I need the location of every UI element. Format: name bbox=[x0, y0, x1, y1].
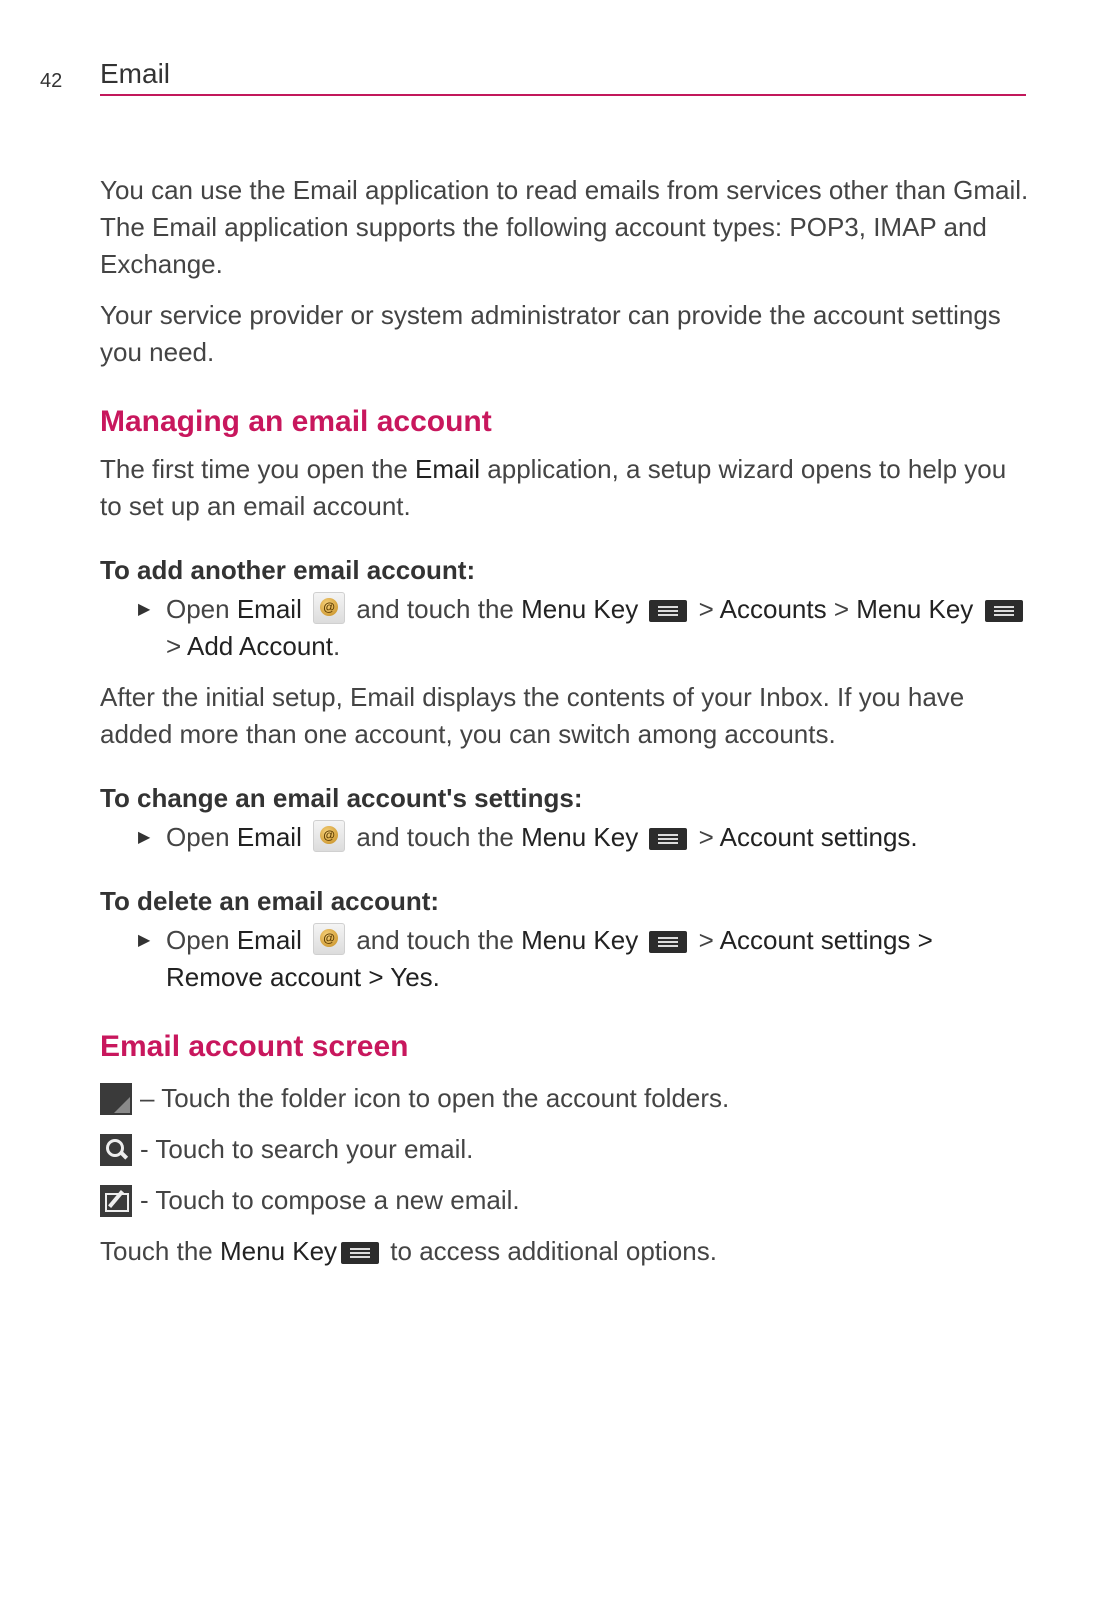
menu-key-icon bbox=[649, 600, 687, 622]
add-account-term: Add Account bbox=[186, 631, 333, 661]
legend-search-text: - Touch to search your email. bbox=[140, 1134, 474, 1164]
legend-search bbox=[100, 1131, 1030, 1168]
section-heading-managing: Managing an email account bbox=[100, 405, 492, 438]
menu-key-term: Menu Key bbox=[521, 594, 639, 624]
after-setup-paragraph: After the initial setup, Email displays the contents of your Inbox. If you have added more than one account, you can switch among accounts. bbox=[100, 682, 965, 749]
email-app-icon: @ bbox=[313, 820, 345, 852]
menu-key-term: Menu Key bbox=[856, 594, 974, 624]
compose-icon bbox=[100, 1185, 132, 1217]
email-app-icon: @ bbox=[313, 592, 345, 624]
step-change-settings bbox=[100, 819, 1030, 856]
email-app-icon: @ bbox=[313, 923, 345, 955]
email-term: Email bbox=[236, 925, 302, 955]
email-term: Email bbox=[236, 594, 302, 624]
delete-path-term: Account settings > Remove account > Yes. bbox=[166, 925, 933, 992]
menu-key-term: Menu Key bbox=[521, 822, 639, 852]
text-run: Open bbox=[166, 925, 237, 955]
text-run: > bbox=[691, 822, 720, 852]
email-term: Email bbox=[415, 454, 481, 484]
text-run: application, a setup wizard opens to help you to set up an email account. bbox=[100, 454, 1007, 521]
menu-key-icon bbox=[649, 828, 687, 850]
header-rule bbox=[100, 94, 1026, 96]
text-run: Touch the bbox=[100, 1236, 220, 1266]
menu-key-icon bbox=[649, 931, 687, 953]
managing-paragraph bbox=[100, 451, 1030, 525]
page-title: Email bbox=[100, 58, 171, 89]
text-run: and touch the bbox=[356, 925, 522, 955]
text-run: > bbox=[691, 925, 720, 955]
text-run: to access additional options. bbox=[383, 1236, 717, 1266]
page-number: 42 bbox=[40, 70, 63, 92]
text-run: Open bbox=[166, 594, 237, 624]
intro-paragraph-2: Your service provider or system administrator can provide the account settings you need. bbox=[100, 300, 1001, 367]
step-add-account bbox=[100, 591, 1030, 665]
text-run: > bbox=[166, 631, 187, 661]
subheading-delete-account: To delete an email account: bbox=[100, 886, 440, 916]
page-content bbox=[100, 172, 1030, 1270]
email-term: Email bbox=[236, 822, 302, 852]
menu-key-icon bbox=[985, 600, 1023, 622]
folder-icon bbox=[100, 1083, 132, 1115]
text-run: Open bbox=[166, 822, 237, 852]
menu-key-term: Menu Key bbox=[219, 1236, 338, 1266]
subheading-add-account: To add another email account: bbox=[100, 555, 476, 585]
text-run: and touch the bbox=[356, 594, 522, 624]
bullet-arrow-icon: ▶ bbox=[138, 932, 151, 949]
menu-key-term: Menu Key bbox=[521, 925, 639, 955]
text-run: > bbox=[826, 594, 857, 624]
bullet-arrow-icon: ▶ bbox=[138, 829, 151, 846]
menu-key-paragraph bbox=[100, 1233, 1030, 1270]
search-icon bbox=[100, 1134, 132, 1166]
legend-compose bbox=[100, 1182, 1030, 1219]
text-run: The first time you open the bbox=[100, 454, 416, 484]
account-settings-term: Account settings. bbox=[719, 822, 918, 852]
section-heading-screen: Email account screen bbox=[100, 1030, 409, 1063]
menu-key-icon bbox=[341, 1242, 379, 1264]
text-run: > bbox=[691, 594, 720, 624]
legend-folder-text: – Touch the folder icon to open the account folders. bbox=[140, 1083, 730, 1113]
text-run: and touch the bbox=[356, 822, 522, 852]
intro-paragraph-1: You can use the Email application to read emails from services other than Gmail. The Email application supports the following account types: POP3, IMAP and Exchange. bbox=[100, 175, 1029, 279]
subheading-change-settings: To change an email account's settings: bbox=[100, 783, 583, 813]
step-delete-account bbox=[100, 922, 1030, 996]
legend-folder bbox=[100, 1080, 1030, 1117]
bullet-arrow-icon: ▶ bbox=[138, 601, 151, 618]
accounts-term: Accounts bbox=[719, 594, 827, 624]
text-run: . bbox=[332, 631, 341, 661]
legend-compose-text: - Touch to compose a new email. bbox=[140, 1185, 520, 1215]
